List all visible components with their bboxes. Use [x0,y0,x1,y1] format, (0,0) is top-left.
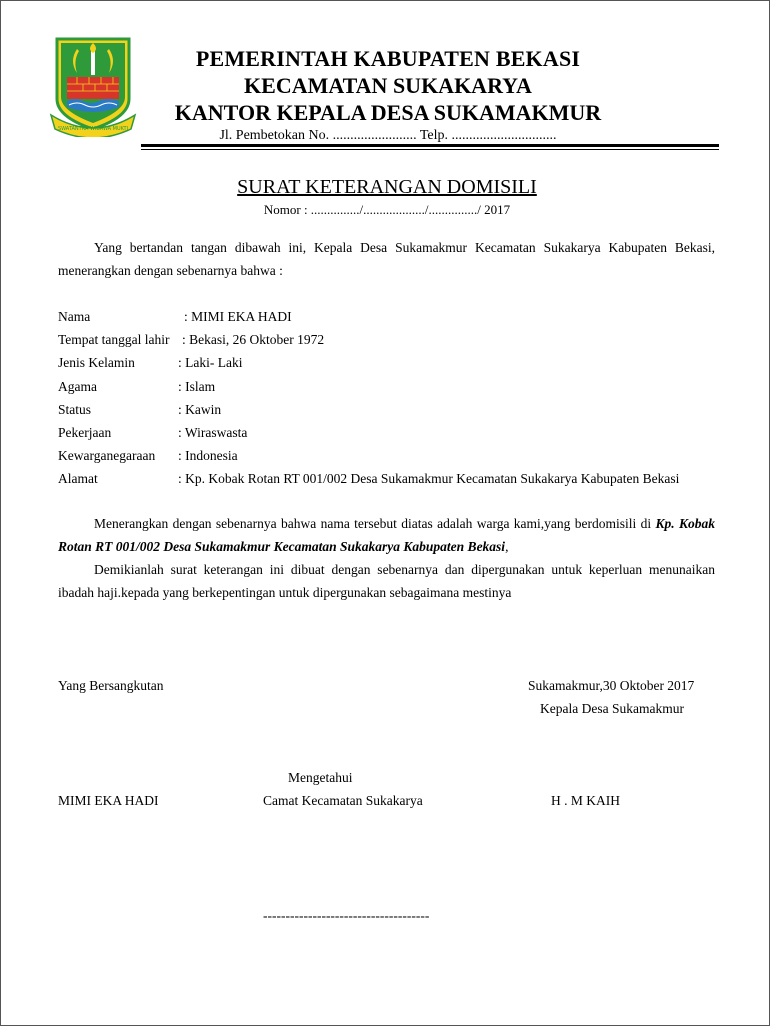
letterhead-address: Jl. Pembetokan No. ........................ Telp. .............................. [219,128,557,143]
field-row-address [58,467,728,490]
domicile-address-bold: Kp. Kobak Rotan RT 001/002 Desa Sukamakmur Kecamatan Sukakarya Kabupaten Bekasi [58,516,715,554]
identity-fields [58,305,728,491]
field-row-birth [58,328,728,351]
letterhead-line-2: KECAMATAN SUKAKARYA [244,73,532,98]
field-label: Nama [58,309,91,324]
signature-right-role: Kepala Desa Sukamakmur [540,701,684,716]
field-row-religion [58,375,728,398]
field-label: Status [58,401,92,417]
field-row-status [58,398,728,421]
signature-left-name: MIMI EKA HADI [58,793,159,808]
letterhead-line-1: PEMERINTAH KABUPATEN BEKASI [195,46,581,71]
field-value: : Wiraswasta [178,424,248,440]
letterhead-rule-thin [141,149,719,150]
signature-center-label: Mengetahui [288,770,353,785]
field-value: : Kawin [178,401,222,417]
field-value: : Laki- Laki [178,355,243,371]
field-label: Alamat [58,471,98,487]
field-value: : MIMI EKA HADI [184,309,292,324]
field-row-gender [58,351,728,374]
domicile-paragraph: Menerangkan dengan sebenarnya bahwa nama tersebut diatas adalah warga kami,yang berdomisili di Kp. Kobak Rotan RT 001/002 Desa Sukamakmur Kecamatan Sukakarya Kabupaten Bekasi, [58,516,715,554]
signature-left-role: Yang Bersangkutan [58,678,164,693]
letterhead-rule-thick [141,144,719,147]
field-value: : Kp. Kobak Rotan RT 001/002 Desa Sukamakmur Kecamatan Sukakarya Kabupaten Bekasi [178,471,680,487]
field-row-citizenship [58,444,728,467]
field-row-name [58,305,728,328]
document-title: SURAT KETERANGAN DOMISILI [237,176,537,198]
document-number: Nomor : .............../.................../.............../ 2017 [263,202,511,217]
signature-place-date: Sukamakmur,30 Oktober 2017 [528,678,695,693]
letterhead [141,45,635,145]
field-value: : Islam [178,378,216,394]
field-label: Agama [58,378,97,394]
signature-center-role: Camat Kecamatan Sukakarya [263,793,423,808]
field-label: Tempat tanggal lahir [58,332,170,348]
field-label: Kewarganegaraan [58,448,156,464]
field-label: Pekerjaan [58,424,112,440]
svg-text:SWATANTRA WIBAWA MUKTI: SWATANTRA WIBAWA MUKTI [57,126,129,132]
kabupaten-bekasi-emblem-icon [47,37,139,137]
field-value: : Indonesia [178,448,238,464]
field-value: : Bekasi, 26 Oktober 1972 [182,332,325,348]
intro-paragraph: Yang bertandan tangan dibawah ini, Kepala Desa Sukamakmur Kecamatan Sukakarya Kabupaten Bekasi, menerangkan dengan sebenarnya bahwa : [58,240,715,278]
signature-center-line: ------------------------------------- [263,908,430,923]
signature-right-name: H . M KAIH [551,793,620,808]
closing-paragraph: Demikianlah surat keterangan ini dibuat dengan sebenarnya dan dipergunakan untuk keperluan menunaikan ibadah haji.kepada yang berkepentingan untuk dipergunakan sebagaimana mestinya [58,562,715,600]
field-label: Jenis Kelamin [58,355,135,371]
field-row-occupation [58,421,728,444]
letterhead-line-3: KANTOR KEPALA DESA SUKAMAKMUR [174,100,602,125]
